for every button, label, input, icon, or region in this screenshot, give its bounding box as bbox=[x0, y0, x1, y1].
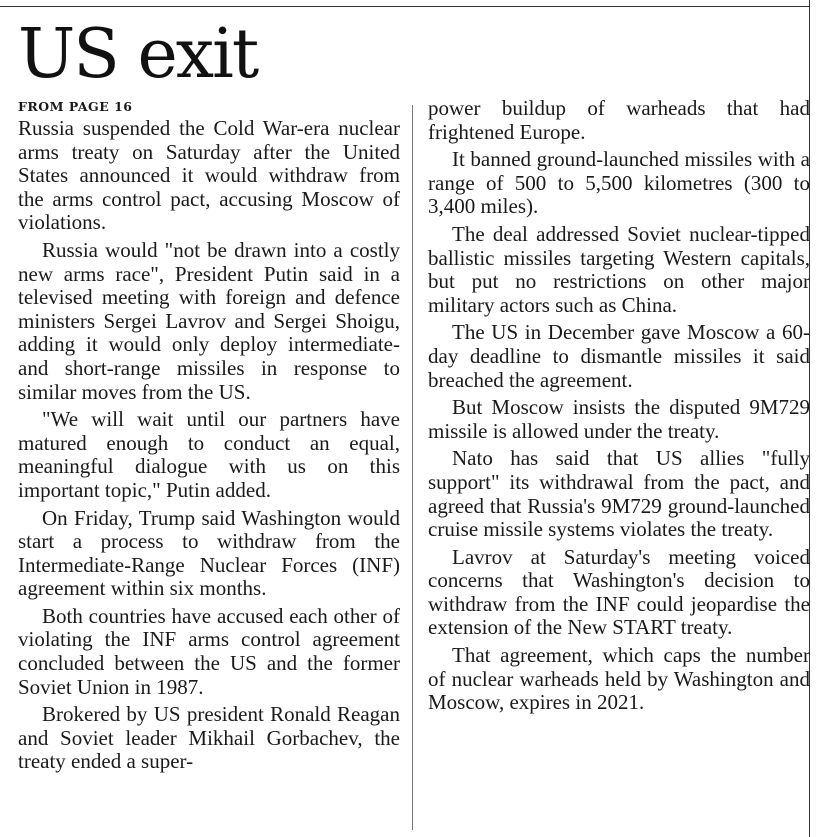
paragraph: The deal addressed Soviet nuclear-tipped ballistic missiles targeting Western capitals, but put no restrictions on other major military actors such as China. bbox=[428, 221, 810, 317]
article-column-right bbox=[428, 97, 810, 719]
paragraph: On Friday, Trump said Washington would start a process to withdraw from the Intermediate-Range Nuclear Forces (INF) agreement within six months. bbox=[18, 505, 400, 601]
paragraph: Russia suspended the Cold War-era nuclear arms treaty on Saturday after the United States announced it would withdraw from the arms control pact, accusing Moscow of violations. bbox=[18, 116, 400, 235]
paragraph: It banned ground-launched missiles with a range of 500 to 5,500 kilometres (300 to 3,400 miles). bbox=[428, 147, 810, 219]
column-divider bbox=[412, 105, 413, 830]
paragraph: The US in December gave Moscow a 60-day deadline to dismantle missiles it said breached the agreement. bbox=[428, 320, 810, 392]
paragraph: Brokered by US president Ronald Reagan and Soviet leader Mikhail Gorbachev, the treaty ended a super- bbox=[18, 702, 400, 774]
paragraph: Both countries have accused each other of violating the INF arms control agreement concluded between the US and the former Soviet Union in 1987. bbox=[18, 603, 400, 699]
paragraph: "We will wait until our partners have matured enough to conduct an equal, meaningful dialogue with us on this important topic," Putin added. bbox=[18, 407, 400, 502]
paragraph: That agreement, which caps the number of nuclear warheads held by Washington and Moscow, expires in 2021. bbox=[428, 643, 810, 715]
paragraph: power buildup of warheads that had frightened Europe. bbox=[428, 96, 810, 144]
paragraph: Lavrov at Saturday's meeting voiced concerns that Washington's decision to withdraw from the INF could jeopardise the extension of the New START treaty. bbox=[428, 544, 810, 640]
continuation-kicker: FROM PAGE 16 bbox=[18, 99, 133, 114]
headline: US exit bbox=[18, 15, 258, 94]
article-column-left bbox=[18, 96, 400, 778]
top-rule bbox=[0, 6, 810, 7]
paragraph: But Moscow insists the disputed 9M729 missile is allowed under the treaty. bbox=[428, 395, 810, 443]
paragraph: Nato has said that US allies "fully support" its withdrawal from the pact, and agreed that Russia's 9M729 ground-launched cruise missile systems violates the treaty. bbox=[428, 446, 810, 542]
paragraph: Russia would "not be drawn into a costly new arms race", President Putin said in a televised meeting with foreign and defence ministers Sergei Lavrov and Sergei Shoigu, adding it would only deploy intermediate- and short-range missiles in response to similar moves from the US. bbox=[18, 237, 400, 404]
